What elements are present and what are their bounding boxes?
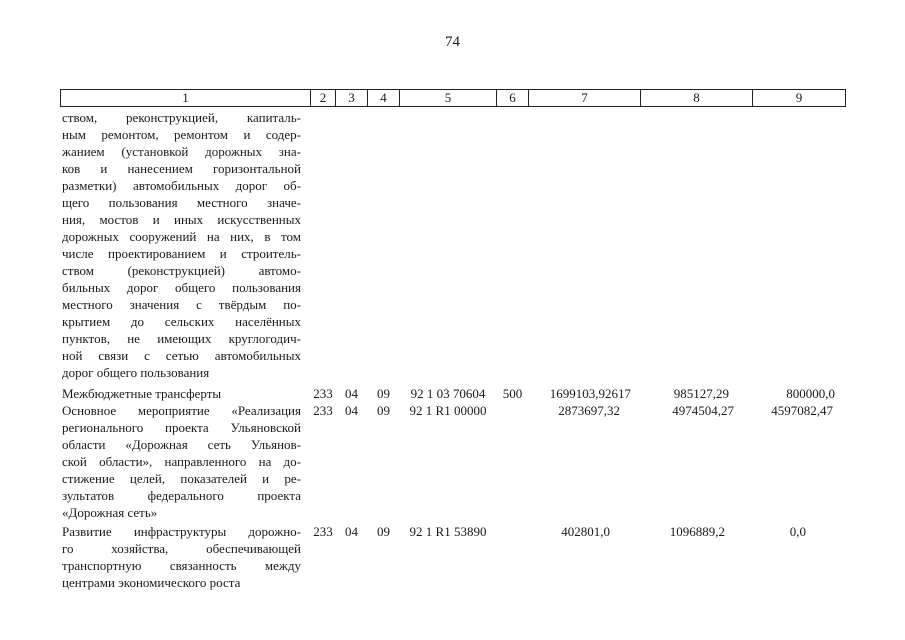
text-line: жанием (установкой дорожных зна- xyxy=(62,144,301,159)
text-line: «Дорожная сеть» xyxy=(62,505,158,520)
header-col-1: 1 xyxy=(60,89,311,107)
cell-col-5: 92 1 R1 53890 xyxy=(409,524,487,539)
text-line: крытием до сельских населённых xyxy=(62,314,301,329)
row-name xyxy=(62,523,301,591)
cell-col-9: 0,0 xyxy=(789,524,806,539)
cell-col-4: 09 xyxy=(377,524,390,539)
text-line: пунктов, не имеющих круглогодич- xyxy=(62,331,301,346)
cell-col-3: 04 xyxy=(345,403,358,418)
cell-col-6: 500 xyxy=(502,386,523,401)
text-line: ством, реконструкцией, капиталь- xyxy=(62,110,301,125)
text-line: числе проектированием и строитель- xyxy=(62,246,301,261)
header-col-4: 4 xyxy=(367,89,400,107)
cell-col-7: 2873697,32 xyxy=(558,403,620,418)
continuation-description xyxy=(62,109,301,381)
text-line: ской области», направленного на до- xyxy=(62,454,301,469)
text-line: транспортную связанность между xyxy=(62,558,301,573)
cell-col-9: 800000,0 xyxy=(786,386,835,401)
cell-col-2: 233 xyxy=(313,386,333,401)
text-line: Межбюджетные трансферты xyxy=(62,386,222,401)
cell-col-5: 92 1 R1 00000 xyxy=(409,403,487,418)
header-col-3: 3 xyxy=(335,89,368,107)
text-line: области «Дорожная сеть Ульянов- xyxy=(62,437,301,452)
cell-col-8: 985127,29 xyxy=(673,386,729,401)
text-line: ков и нанесением горизонтальной xyxy=(62,161,301,176)
header-col-8: 8 xyxy=(640,89,753,107)
cell-col-4: 09 xyxy=(377,403,390,418)
row-name xyxy=(62,402,301,521)
cell-col-4: 09 xyxy=(377,386,390,401)
cell-col-2: 233 xyxy=(313,403,333,418)
header-col-5: 5 xyxy=(399,89,497,107)
header-col-2: 2 xyxy=(310,89,336,107)
cell-col-9: 4597082,47 xyxy=(771,403,833,418)
text-line: бильных дорог общего пользования xyxy=(62,280,301,295)
row-name xyxy=(62,385,301,402)
header-col-6: 6 xyxy=(496,89,529,107)
text-line: регионального проекта Ульяновской xyxy=(62,420,301,435)
cell-col-8: 4974504,27 xyxy=(672,403,734,418)
page-number: 74 xyxy=(445,34,460,50)
text-line: центрами экономического роста xyxy=(62,575,241,590)
cell-col-7: 402801,0 xyxy=(561,524,610,539)
text-line: ством (реконструкцией) автомо- xyxy=(62,263,301,278)
header-col-9: 9 xyxy=(752,89,846,107)
cell-col-2: 233 xyxy=(313,524,333,539)
cell-col-3: 04 xyxy=(345,524,358,539)
text-line: Развитие инфраструктуры дорожно- xyxy=(62,524,301,539)
text-line: зультатов федерального проекта xyxy=(62,488,301,503)
header-col-7: 7 xyxy=(528,89,641,107)
text-line: ния, мостов и иных искусственных xyxy=(62,212,301,227)
text-line: ным ремонтом, ремонтом и содер- xyxy=(62,127,301,142)
text-line: дорог общего пользования xyxy=(62,365,210,380)
text-line: Основное мероприятие «Реализация xyxy=(62,403,301,418)
text-line: стижение целей, показателей и ре- xyxy=(62,471,301,486)
cell-col-8: 1096889,2 xyxy=(669,524,725,539)
cell-col-5: 92 1 03 70604 xyxy=(410,386,486,401)
cell-col-3: 04 xyxy=(345,386,358,401)
text-line: щего пользования местного значе- xyxy=(62,195,301,210)
text-line: разметки) автомобильных дорог об- xyxy=(62,178,301,193)
text-line: дорожных сооружений на них, в том xyxy=(62,229,301,244)
text-line: го хозяйства, обеспечивающей xyxy=(62,541,301,556)
text-line: местного значения с твёрдым по- xyxy=(62,297,301,312)
cell-col-7: 1699103,92617 xyxy=(549,386,631,401)
text-line: ной связи с сетью автомобильных xyxy=(62,348,301,363)
